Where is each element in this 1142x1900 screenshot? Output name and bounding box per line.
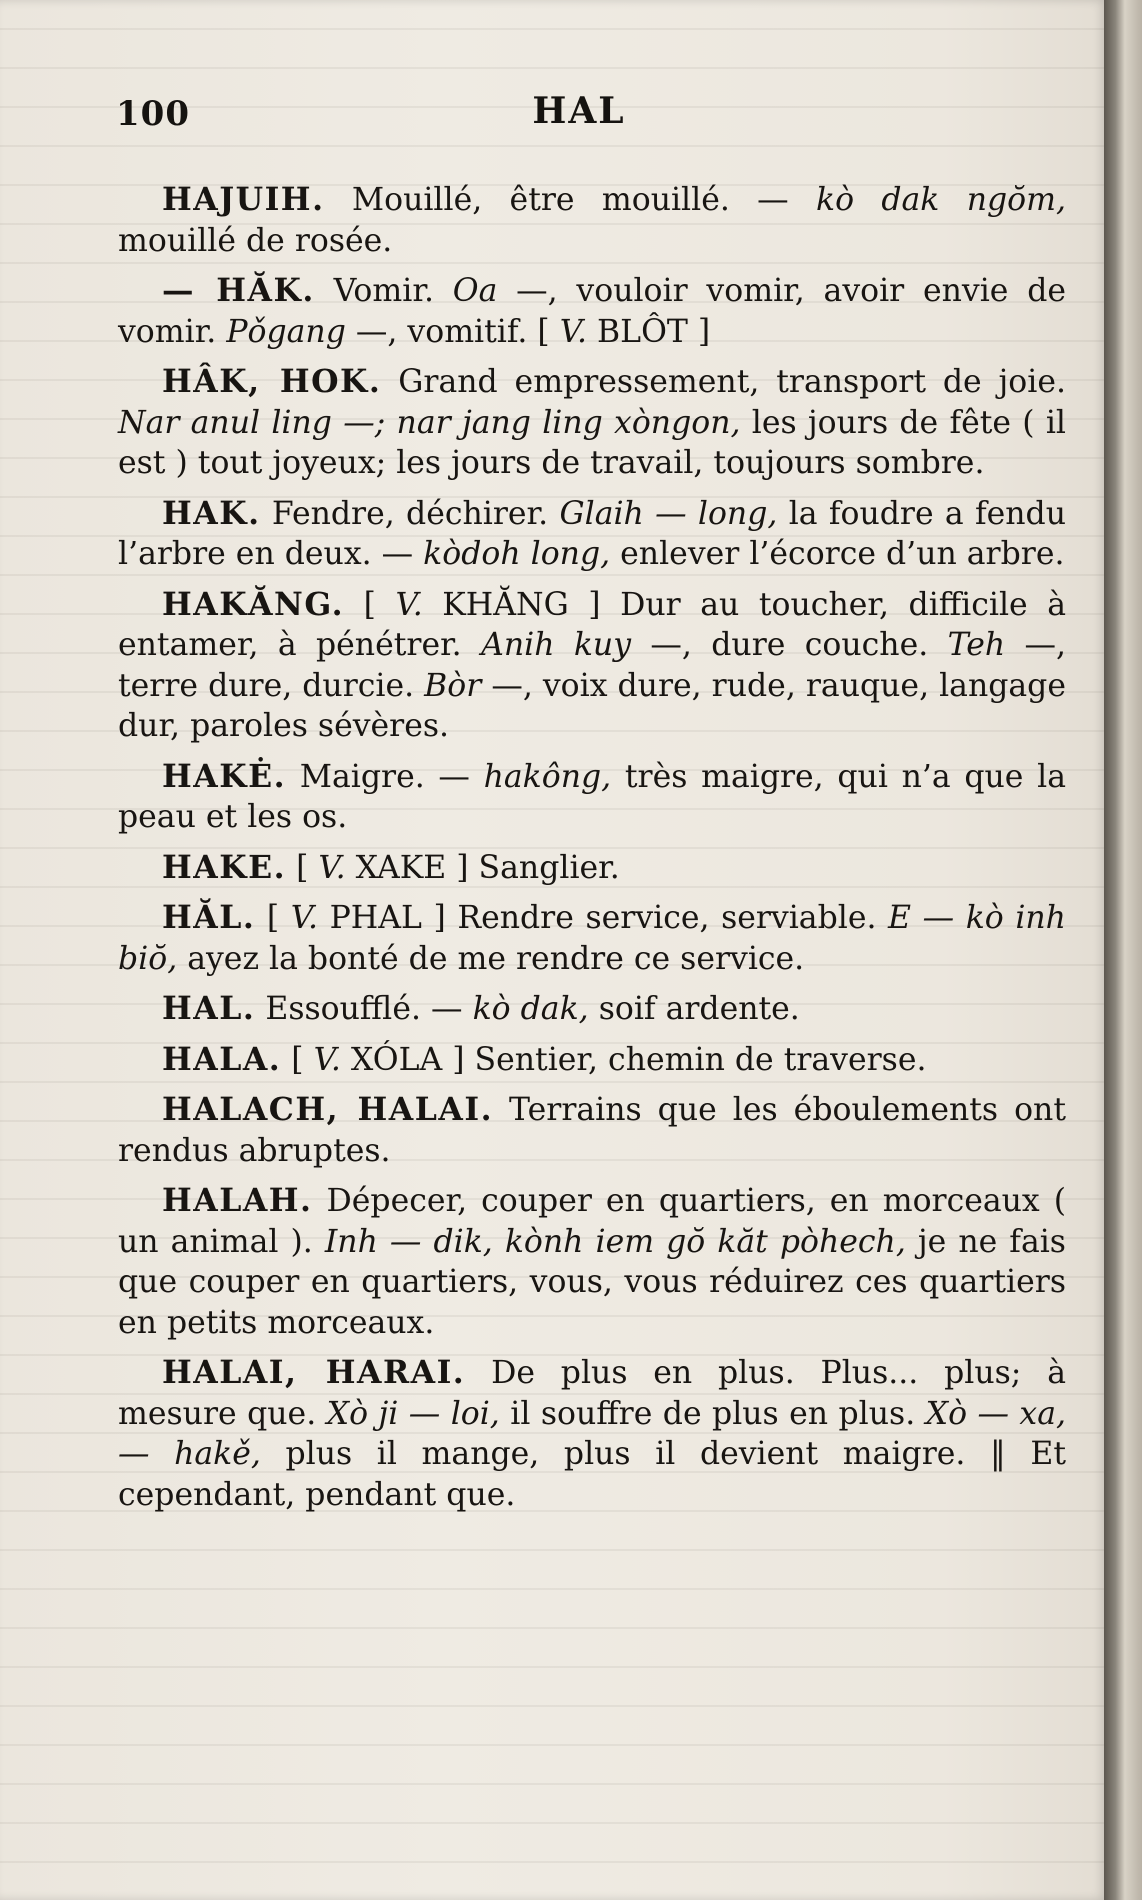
entry-definition-text: Maigre. — [286, 758, 484, 795]
entry-halah [118, 1181, 1066, 1343]
running-head-word: HAL [532, 90, 626, 132]
entry-definition-text: —, dure couche. [631, 627, 948, 663]
entry-example-italic: E — kò inh biŏ, [118, 900, 1066, 977]
entry-example-italic: hakông, [483, 758, 612, 795]
entry-headword: — HĂK. [162, 272, 315, 309]
entry-headword: HAKĖ. [162, 757, 287, 795]
entry-example-italic: Pǒgang [226, 313, 346, 350]
entry-headword: HĂL. [162, 899, 256, 936]
entry-definition-text: ayez la bonté de me rendre ce service. [177, 940, 805, 977]
entry-headword: HAKĂNG. [162, 585, 345, 623]
entry-definition-text: De plus en plus. Plus... plus; à mesure que. [118, 1355, 1066, 1432]
entry-hal-breve [118, 898, 1066, 979]
entry-definition-text: soif ardente. [588, 991, 800, 1027]
entry-halai-harai [118, 1353, 1066, 1515]
entry-example-italic: V. [313, 1041, 341, 1078]
entry-definition-text: PHAL ] Rendre service, serviable. [318, 900, 889, 936]
page-number: 100 [116, 94, 190, 134]
entry-headword: HAKE. [162, 848, 287, 886]
entry-definition-text: mouillé de rosée. [118, 222, 393, 259]
entry-headword: HAL. [162, 990, 256, 1027]
entry-definition-text: Vomir. [314, 273, 453, 309]
dictionary-entries [118, 180, 1066, 1525]
entry-definition-text: [ [281, 1041, 314, 1078]
entry-hal [118, 989, 1066, 1030]
entry-definition-text: XAKE ] Sanglier. [345, 849, 620, 886]
entry-headword: HAK. [162, 494, 261, 532]
entry-definition-text: —, vouloir vomir, avoir envie de vomir. [118, 273, 1067, 350]
entry-headword: HÂK, HOK. [162, 363, 382, 400]
entry-definition-text: la foudre a fendu l’arbre en deux. — [118, 495, 1066, 572]
entry-hak-breve [118, 271, 1066, 352]
entry-definition-text: il souffre de plus en plus. [499, 1395, 926, 1432]
entry-example-italic: kòdoh long, [423, 536, 611, 572]
entry-definition-text: Fendre, déchirer. [260, 495, 560, 532]
entry-headword: HALAI, HARAI. [162, 1354, 466, 1391]
entry-example-italic: Xò ji — loi, [326, 1395, 500, 1432]
entry-definition-text: enlever l’écorce d’un arbre. [610, 536, 1065, 572]
entry-example-italic: kò dak ngŏm, [815, 182, 1066, 218]
entry-headword: HALA. [162, 1040, 282, 1078]
running-head [110, 82, 1048, 132]
entry-definition-text: les jours de fête ( il est ) tout joyeux; les jours de travail, toujours sombre. [118, 404, 1066, 481]
entry-example-italic: Inh — dik, kònh iem gŏ kăt pòhech, [324, 1223, 906, 1260]
entry-hake-dot [118, 757, 1066, 838]
entry-hala [118, 1040, 1066, 1081]
entry-definition-text: —, voix dure, rude, rauque, langage dur, paroles sévères. [118, 667, 1066, 744]
entry-definition-text: plus il mange, plus il devient maigre. ‖ Et cependant, pendant que. [118, 1436, 1067, 1513]
entry-definition-text: [ [344, 586, 396, 623]
entry-definition-text: [ [255, 900, 291, 936]
page-gutter-edge [1104, 0, 1142, 1900]
entry-hak [118, 494, 1066, 575]
entry-hake [118, 848, 1066, 889]
entry-definition-text: XÓLA ] Sentier, chemin de traverse. [340, 1041, 927, 1078]
entry-example-italic: Nar anul ling —; nar jang ling xòngon, [118, 404, 741, 441]
entry-example-italic: Bòr [424, 667, 482, 704]
entry-definition-text: très maigre, qui n’a que la peau et les os. [118, 758, 1066, 835]
entry-example-italic: Xò — xa, — hakě, [118, 1395, 1066, 1472]
entry-example-italic: Glaih — long, [559, 495, 778, 532]
entry-example-italic: V. [395, 586, 423, 623]
entry-hakang [118, 585, 1066, 747]
entry-definition-text: Terrains que les éboulements ont rendus abruptes. [118, 1092, 1066, 1169]
entry-hajuih [118, 180, 1066, 261]
entry-definition-text: [ [286, 849, 319, 886]
entry-hak-hok [118, 362, 1066, 484]
entry-definition-text: —, vomitif. [ [345, 313, 560, 350]
entry-definition-text: —, terre dure, durcie. [118, 627, 1067, 704]
entry-example-italic: V. [318, 849, 346, 886]
entry-definition-text: KHĂNG ] Dur au toucher, difficile à entamer, à pénétrer. [118, 586, 1066, 663]
entry-halach-halai [118, 1090, 1066, 1171]
entry-definition-text: Mouillé, être mouillé. — [324, 182, 816, 218]
entry-example-italic: Anih kuy [481, 627, 632, 663]
entry-example-italic: kò dak, [472, 991, 589, 1027]
entry-definition-text: Grand empressement, transport de joie. [381, 364, 1066, 400]
entry-example-italic: Teh [947, 627, 1006, 663]
entry-headword: HALACH, HALAI. [162, 1091, 494, 1128]
entry-definition-text: Dépecer, couper en quartiers, en morceaux ( un animal ). [118, 1183, 1066, 1260]
entry-definition-text: BLÔT ] [587, 313, 711, 350]
entry-headword: HALAH. [162, 1182, 313, 1219]
entry-definition-text: Essoufflé. — [255, 991, 473, 1027]
entry-example-italic: V. [559, 313, 587, 350]
entry-example-italic: V. [290, 900, 319, 936]
entry-definition-text: je ne fais que couper en quartiers, vous, vous réduirez ces quartiers en petits morceaux. [118, 1223, 1066, 1341]
entry-headword: HAJUIH. [162, 181, 325, 218]
entry-example-italic: Oa [452, 273, 498, 309]
